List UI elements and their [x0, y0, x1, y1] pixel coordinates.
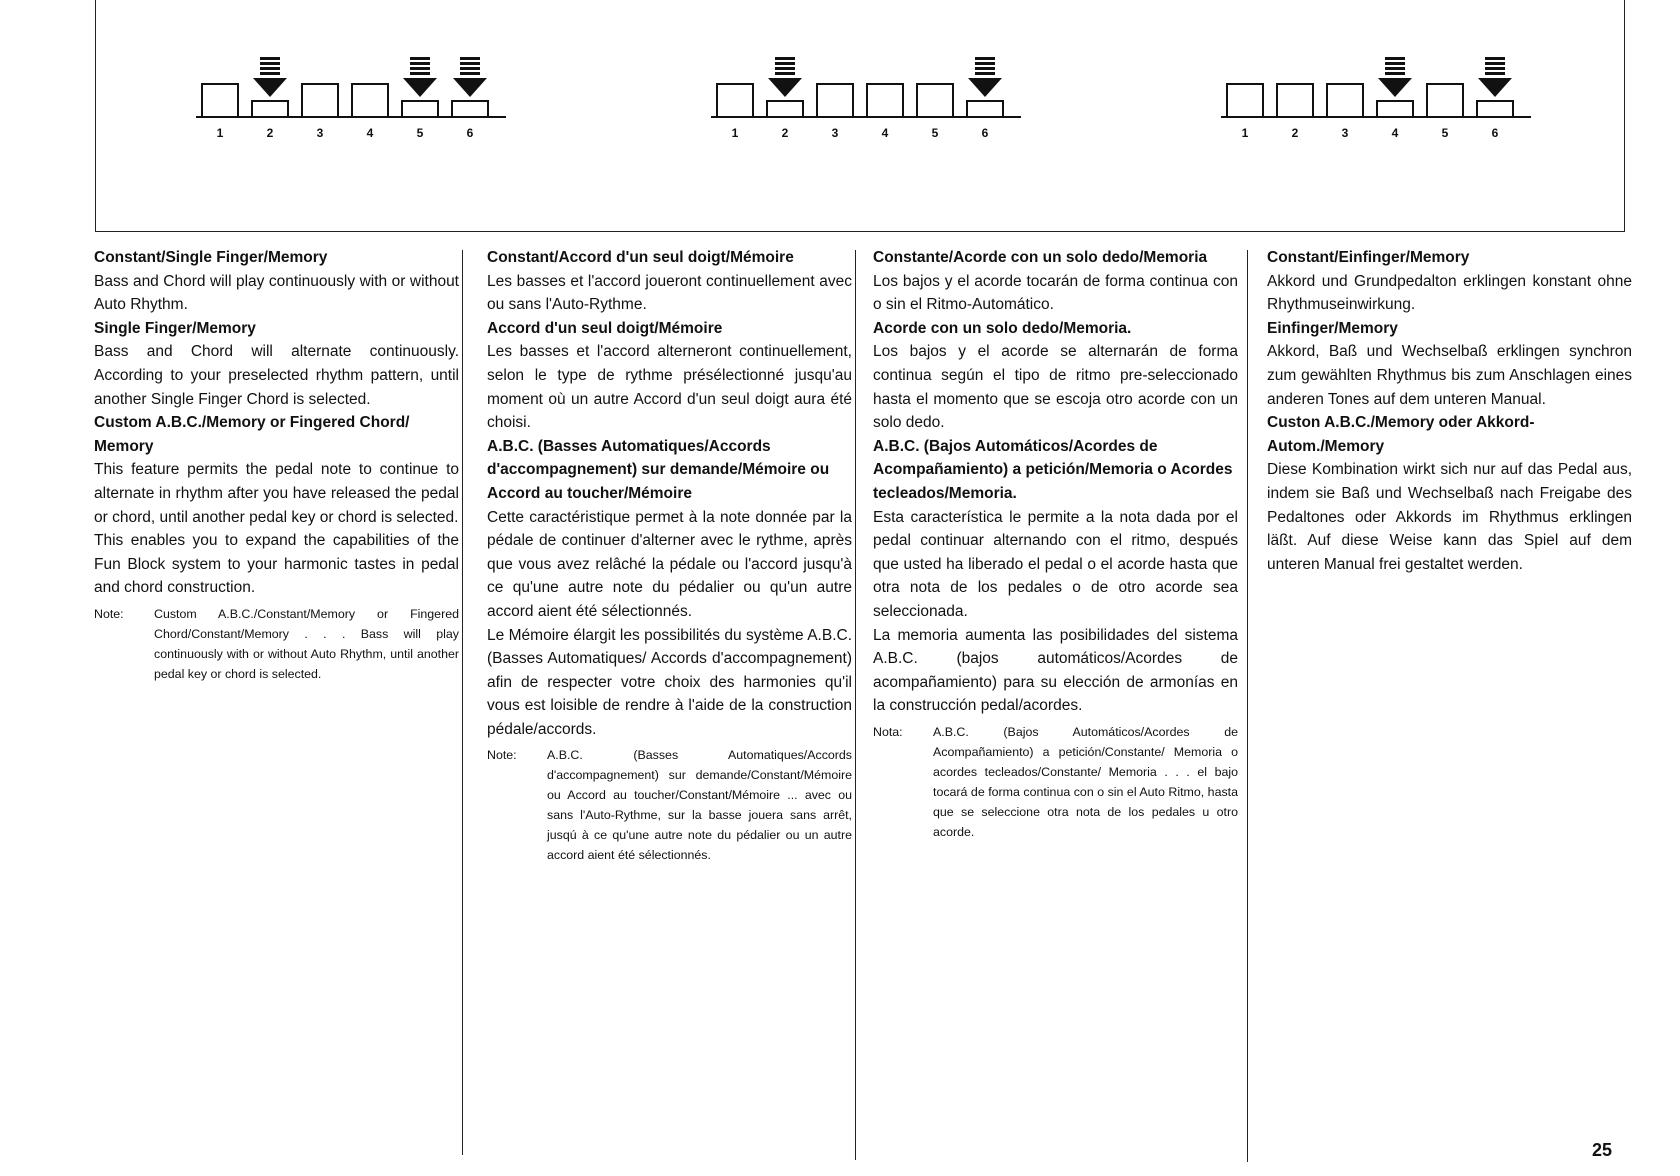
- section-heading: Single Finger/Memory: [94, 319, 256, 337]
- pedal-number: 5: [1441, 126, 1449, 140]
- press-arrow-icon: [968, 57, 1002, 97]
- pedal-key: [252, 101, 288, 117]
- page-number: 25: [1592, 1140, 1613, 1160]
- pedal-number: 5: [416, 126, 424, 140]
- column-german: [1267, 246, 1632, 576]
- body-paragraph: This enables you to expand the capabilities of the Fun Block system to your harmonic tastes in pedal and chord construction.: [94, 532, 459, 597]
- body-paragraph: Akkord und Grundpedalton erklingen konstant ohne Rhythmuseinwirkung.: [1267, 272, 1632, 314]
- pedal-diagram-2: [711, 51, 1021, 161]
- section-heading: Acorde con un solo dedo/Memoria.: [873, 319, 1132, 337]
- press-arrow-icon: [1378, 57, 1412, 97]
- pedal-number: 5: [931, 126, 939, 140]
- body-paragraph: Diese Kombination wirkt sich nur auf das Pedal aus, indem sie Baß und Wechselbaß nach Freigabe des Pedaltones oder Akkords im Rhythmus erklingen läßt. Auf diese Weise kann das Spiel auf dem unteren Manual frei gestaltet werden.: [1267, 461, 1632, 573]
- note-label: Nota:: [873, 724, 903, 739]
- note-block: [873, 722, 1238, 842]
- pedal-number: 6: [466, 126, 474, 140]
- body-paragraph: Los bajos y el acorde tocarán de forma continua con o sin el Ritmo-Automático.: [873, 272, 1238, 314]
- section-heading: Custom A.B.C./Memory or Fingered Chord/ Memory: [94, 414, 410, 455]
- note-block: [487, 745, 852, 865]
- pedal-key: [717, 84, 753, 117]
- section-heading: Constant/Accord d'un seul doigt/Mémoire: [487, 249, 794, 266]
- pedal-key: [1327, 84, 1363, 117]
- note-block: [94, 604, 459, 684]
- body-paragraph: Les basses et l'accord joueront continuellement avec ou sans l'Auto-Rythme.: [487, 272, 852, 314]
- pedal-key: [352, 84, 388, 117]
- pedal-key: [1377, 101, 1413, 117]
- pedal-number: 3: [1341, 126, 1349, 140]
- body-paragraph: Akkord, Baß und Wechselbaß erklingen synchron zum gewählten Rhythmus bis zum Anschlagen eines anderen Tones auf dem unteren Manual.: [1267, 343, 1632, 408]
- pedal-number: 2: [266, 126, 274, 140]
- pedal-number: 3: [831, 126, 839, 140]
- pedal-number: 4: [881, 126, 889, 140]
- body-paragraph: Cette caractéristique permet à la note donnée par la pédale de continuer d'alterner avec le rythme, après que vous avez relâché la pédale ou l'accord jusqu'à ce qu'une autre note du pédalier ou qu'un autre accord aient été sélectionnés.: [487, 508, 852, 620]
- section-heading: A.B.C. (Bajos Automáticos/Acordes de Acompañamiento) a petición/Memoria o Acordes tecleados/Memoria.: [873, 437, 1233, 502]
- pedal-diagram-3: [1221, 51, 1531, 161]
- pedal-number: 4: [366, 126, 374, 140]
- body-paragraph: This feature permits the pedal note to continue to alternate in rhythm after you have released the pedal or chord, until another pedal key or chord is selected.: [94, 461, 459, 526]
- column-divider: [1247, 250, 1248, 1162]
- column-french: [487, 246, 852, 865]
- pedal-number: 6: [981, 126, 989, 140]
- body-paragraph: Le Mémoire élargit les possibilités du système A.B.C. (Basses Automatiques/ Accords d'accompagnement) afin de respecter votre choix des harmonies qu'il vous est loisible de rendre à l'aide de la construction pédale/accords.: [487, 626, 852, 738]
- section-heading: Einfinger/Memory: [1267, 319, 1398, 337]
- pedal-key: [402, 101, 438, 117]
- pedal-key: [302, 84, 338, 117]
- diagram-panel: [95, 0, 1625, 232]
- pedal-number: 2: [1291, 126, 1299, 140]
- pedal-number: 3: [316, 126, 324, 140]
- column-spanish: [873, 246, 1238, 842]
- pedal-key: [1477, 101, 1513, 117]
- pedal-key: [817, 84, 853, 117]
- note-label: Note:: [487, 748, 517, 763]
- column-divider: [855, 250, 856, 1160]
- pedal-key: [967, 101, 1003, 117]
- press-arrow-icon: [453, 57, 487, 97]
- body-paragraph: Les basses et l'accord alterneront continuellement, selon le type de rythme présélectionné jusqu'au moment où un autre Accord d'un seul doigt aura été choisi.: [487, 343, 852, 432]
- section-heading: Accord d'un seul doigt/Mémoire: [487, 319, 723, 337]
- pedal-diagram-1: [196, 51, 506, 161]
- pedal-keys-svg: [196, 51, 506, 126]
- body-paragraph: Bass and Chord will play continuously with or without Auto Rhythm.: [94, 272, 459, 314]
- pedal-key: [452, 101, 488, 117]
- section-heading: A.B.C. (Basses Automatiques/Accords d'accompagnement) sur demande/Mémoire ou Accord au toucher/Mémoire: [487, 437, 830, 502]
- pedal-key: [202, 84, 238, 117]
- pedal-number: 6: [1491, 126, 1499, 140]
- pedal-keys-svg: [1221, 51, 1531, 126]
- column-divider: [462, 250, 463, 1155]
- pedal-key: [767, 101, 803, 117]
- pedal-key: [1427, 84, 1463, 117]
- section-heading: Constant/Single Finger/Memory: [94, 249, 328, 266]
- note-text: A.B.C. (Bajos Automáticos/Acordes de Acompañamiento) a petición/Constante/ Memoria o acordes tecleados/Constante/ Memoria . . . el bajo tocará de forma continua con o sin el Auto Ritmo, hasta que se seleccione otra nota de los pedales u otro acorde.: [933, 724, 1238, 839]
- body-paragraph: La memoria aumenta las posibilidades del sistema A.B.C. (bajos automáticos/Acordes de acompañamiento) para su elección de armonías en la construcción pedal/acordes.: [873, 626, 1238, 715]
- pedal-key: [1227, 84, 1263, 117]
- body-paragraph: Bass and Chord will alternate continuously. According to your preselected rhythm pattern, until another Single Finger Chord is selected.: [94, 343, 459, 408]
- pedal-number: 1: [216, 126, 224, 140]
- section-heading: Constant/Einfinger/Memory: [1267, 249, 1470, 266]
- pedal-number: 2: [781, 126, 789, 140]
- press-arrow-icon: [768, 57, 802, 97]
- pedal-number: 1: [1241, 126, 1249, 140]
- pedal-number: 1: [731, 126, 739, 140]
- pedal-numbers: [1221, 126, 1531, 146]
- section-heading: Custon A.B.C./Memory oder Akkord-Autom./Memory: [1267, 414, 1535, 455]
- body-paragraph: Los bajos y el acorde se alternarán de forma continua según el tipo de ritmo pre-seleccionado hasta el momento que se escoja otro acorde con un solo dedo.: [873, 343, 1238, 432]
- pedal-numbers: [711, 126, 1021, 146]
- pedal-number: 4: [1391, 126, 1399, 140]
- note-text: A.B.C. (Basses Automatiques/Accords d'accompagnement) sur demande/Constant/Mémoire ou Accord au toucher/Constant/Mémoire ... avec ou sans l'Auto-Rythme, sur la basse jouera sans arrêt, jusqú à ce qu'une autre note du pédalier ou un autre accord aient été sélectionnés.: [547, 748, 852, 863]
- press-arrow-icon: [1478, 57, 1512, 97]
- pedal-numbers: [196, 126, 506, 146]
- pedal-key: [867, 84, 903, 117]
- column-english: [94, 246, 459, 684]
- press-arrow-icon: [403, 57, 437, 97]
- pedal-key: [917, 84, 953, 117]
- note-label: Note:: [94, 606, 124, 621]
- pedal-keys-svg: [711, 51, 1021, 126]
- press-arrow-icon: [253, 57, 287, 97]
- note-text: Custom A.B.C./Constant/Memory or Fingered Chord/Constant/Memory . . . Bass will play continuously with or without Auto Rhythm, until another pedal key or chord is selected.: [154, 606, 459, 681]
- pedal-key: [1277, 84, 1313, 117]
- body-paragraph: Esta característica le permite a la nota dada por el pedal continuar alternando con el ritmo, después que usted ha liberado el pedal o el acorde hasta que otra nota de los pedales o de otro acorde sea seleccionada.: [873, 508, 1238, 620]
- section-heading: Constante/Acorde con un solo dedo/Memoria: [873, 249, 1208, 266]
